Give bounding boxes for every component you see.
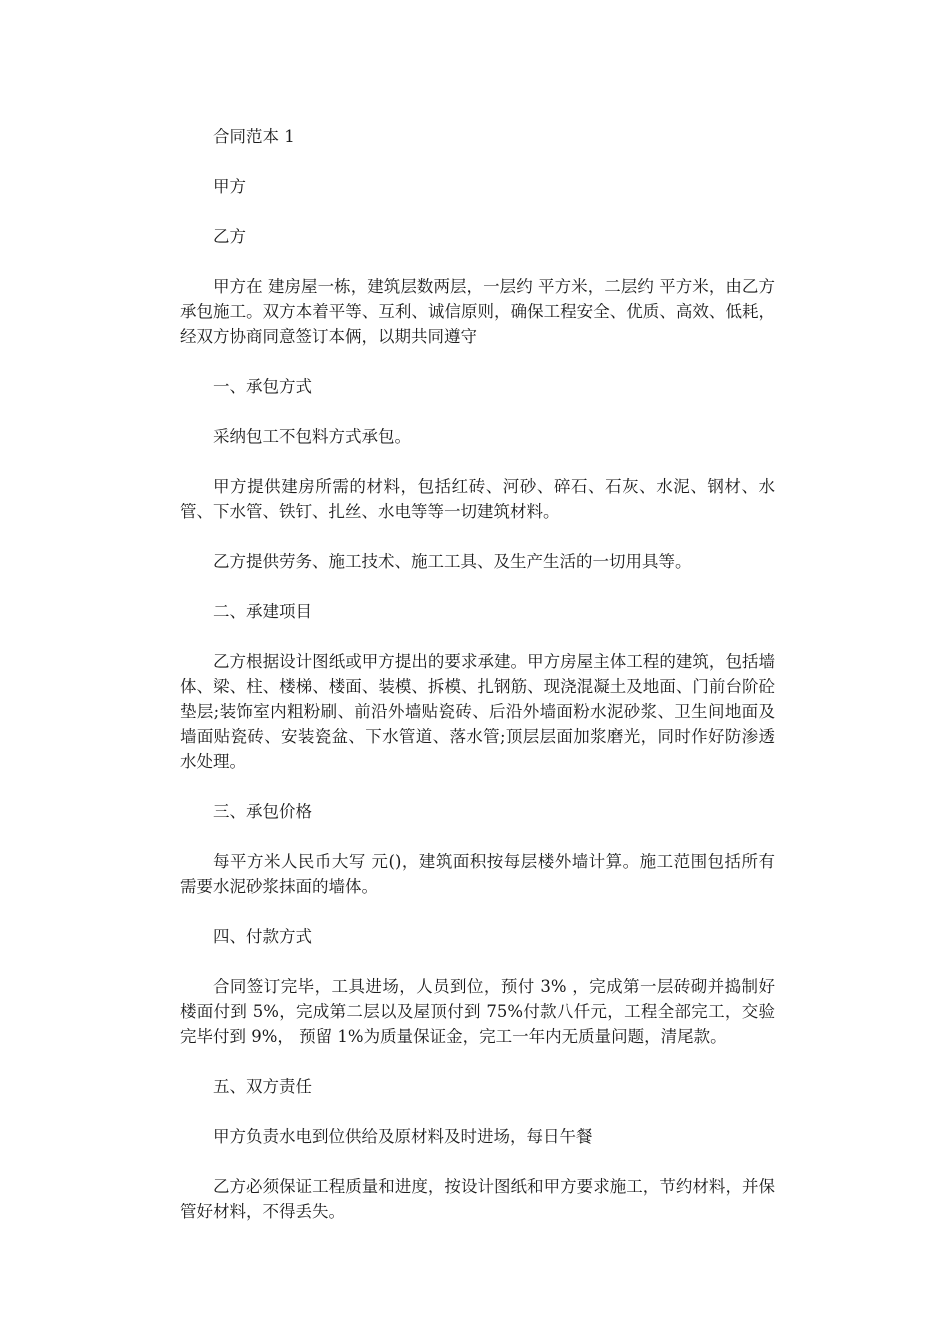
- section-heading-construction-items: 二、承建项目: [213, 602, 312, 621]
- section-heading-responsibilities: 五、双方责任: [213, 1077, 312, 1096]
- body-paragraph: 甲方负责水电到位供给及原材料及时进场，每日午餐: [213, 1127, 593, 1146]
- intro-paragraph: 甲方在 建房屋一栋，建筑层数两层，一层约 平方米，二层约 平方米，由乙方承包施工。双方本着平等、互利、诚信原则，确保工程安全、优质、高效、低耗，经双方协商同意签订本俩，以期共同遵守: [180, 277, 775, 346]
- document-body: [180, 124, 775, 1249]
- body-paragraph: 乙方提供劳务、施工技术、施工工具、及生产生活的一切用具等。: [213, 552, 692, 571]
- body-paragraph: 乙方必须保证工程质量和进度，按设计图纸和甲方要求施工，节约材料，并保管好材料，不得丢失。: [180, 1177, 775, 1221]
- body-paragraph: 每平方米人民币大写 元()，建筑面积按每层楼外墙计算。施工范围包括所有需要水泥砂浆抹面的墙体。: [180, 852, 775, 896]
- body-paragraph: 乙方根据设计图纸或甲方提出的要求承建。甲方房屋主体工程的建筑，包括墙体、梁、柱、楼梯、楼面、装模、拆模、扎钢筋、现浇混凝土及地面、门前台阶砼垫层;装饰室内粗粉刷、前沿外墙贴瓷砖、后沿外墙面粉水泥砂浆、卫生间地面及墙面贴瓷砖、安装瓷盆、下水管道、落水管;顶层层面加浆磨光，同时作好防渗透水处理。: [180, 652, 775, 771]
- party-b-label: 乙方: [213, 227, 246, 246]
- section-heading-contract-price: 三、承包价格: [213, 802, 312, 821]
- party-a-label: 甲方: [213, 177, 246, 196]
- section-heading-payment-method: 四、付款方式: [213, 927, 312, 946]
- body-paragraph: 采纳包工不包料方式承包。: [213, 427, 411, 446]
- contract-title: 合同范本 1: [213, 127, 295, 146]
- body-paragraph: 合同签订完毕，工具进场，人员到位，预付 3% ，完成第一层砖砌并捣制好楼面付到 5%，完成第二层以及屋顶付到 75%付款八仟元，工程全部完工，交验完毕付到 9%， 预留 1%为质量保证金，完工一年内无质量问题，清尾款。: [180, 977, 775, 1046]
- section-heading-contract-method: 一、承包方式: [213, 377, 312, 396]
- body-paragraph: 甲方提供建房所需的材料，包括红砖、河砂、碎石、石灰、水泥、钢材、水管、下水管、铁钉、扎丝、水电等等一切建筑材料。: [180, 477, 775, 521]
